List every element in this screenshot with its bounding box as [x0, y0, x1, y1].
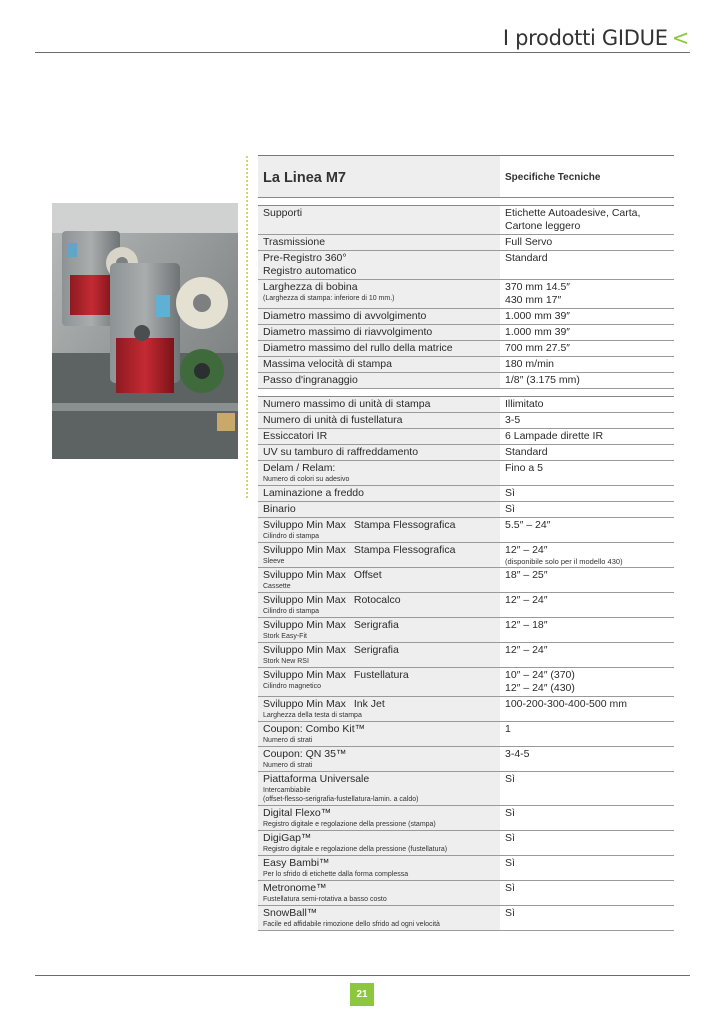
spec-value-cell	[500, 697, 674, 721]
spec-label-cell	[258, 502, 500, 517]
header-divider	[35, 52, 690, 53]
spec-label-line	[263, 358, 500, 371]
spec-label: Coupon: QN 35™	[263, 748, 347, 760]
spec-label-cell	[258, 357, 500, 372]
spec-value-cell	[500, 280, 674, 308]
spec-label-line	[263, 503, 500, 516]
spec-label-note: Stork Easy-Fit	[263, 633, 307, 640]
dotted-divider	[246, 156, 248, 498]
spec-row	[258, 618, 674, 643]
spec-value-cell	[500, 518, 674, 542]
spec-value-cell	[500, 235, 674, 250]
spec-label-line	[263, 207, 500, 220]
spec-row	[258, 568, 674, 593]
spec-label-cell	[258, 643, 500, 667]
spec-label-line	[263, 723, 500, 736]
spec-value: 3-4-5	[505, 748, 530, 760]
spec-value: 1/8″ (3.175 mm)	[505, 374, 580, 386]
spec-label: UV su tamburo di raffreddamento	[263, 446, 419, 458]
spec-label-cell	[258, 461, 500, 485]
spec-label: Diametro massimo di riavvolgimento	[263, 326, 433, 338]
spec-label: Sviluppo Min Max	[263, 569, 346, 581]
spec-value-cell	[500, 461, 674, 485]
spec-label: Sviluppo Min Max	[263, 644, 346, 656]
spec-label-cell	[258, 429, 500, 444]
spec-value: Sì	[505, 773, 515, 785]
spec-value-cell	[500, 618, 674, 642]
spec-group-1	[258, 206, 674, 389]
spec-label-note: Intercambiabile	[263, 787, 311, 794]
spec-value: 1	[505, 723, 511, 735]
product-line-title: La Linea M7	[263, 170, 346, 186]
spec-label-line	[263, 807, 500, 820]
spec-value-cell	[500, 722, 674, 746]
spec-label-line	[263, 619, 500, 632]
spec-value-cell	[500, 806, 674, 830]
spec-group-2	[258, 397, 674, 931]
spec-row	[258, 341, 674, 357]
spec-label-cell	[258, 856, 500, 880]
spec-label-line	[263, 326, 500, 339]
spec-label-cell	[258, 518, 500, 542]
spec-row	[258, 906, 674, 931]
spec-value: 700 mm 27.5″	[505, 342, 570, 354]
spec-row	[258, 486, 674, 502]
specs-heading: Specifiche Tecniche	[500, 156, 674, 197]
spec-label-line	[263, 669, 500, 682]
spec-label-cell	[258, 668, 500, 696]
spec-label-note: Sleeve	[263, 558, 285, 565]
spec-label-line	[263, 430, 500, 443]
spec-row	[258, 397, 674, 413]
spec-label-cell	[258, 309, 500, 324]
spec-row	[258, 445, 674, 461]
spec-label: DigiGap™	[263, 832, 312, 844]
spec-label: Sviluppo Min Max	[263, 698, 346, 710]
spec-label-line	[263, 414, 500, 427]
spec-label: Easy Bambi™	[263, 857, 330, 869]
spec-row	[258, 413, 674, 429]
spec-value-cell	[500, 568, 674, 592]
spec-label-line	[263, 698, 500, 711]
spec-value-cell	[500, 206, 674, 234]
spec-value: Sì	[505, 882, 515, 894]
spec-label: Sviluppo Min Max	[263, 544, 346, 556]
header-title-text: I prodotti GIDUE	[502, 26, 668, 50]
spec-label-line	[263, 569, 500, 582]
spec-value: Sì	[505, 832, 515, 844]
spec-value: 6 Lampade dirette IR	[505, 430, 604, 442]
spec-value-cell	[500, 445, 674, 460]
spec-row	[258, 806, 674, 831]
spec-label-cell	[258, 806, 500, 830]
spec-label-note: Stork New RSI	[263, 658, 309, 665]
spec-value: 12″ – 24″	[505, 644, 548, 656]
spec-label-note: Larghezza della testa di stampa	[263, 712, 362, 719]
printing-press-photo	[52, 203, 238, 459]
spec-label: Laminazione a freddo	[263, 487, 364, 499]
spec-label-cell	[258, 280, 500, 308]
footer-divider	[35, 975, 690, 976]
spec-label-line	[263, 236, 500, 249]
spec-value-cell	[500, 325, 674, 340]
spec-value: 12″ – 24″	[505, 544, 548, 556]
spec-row	[258, 373, 674, 389]
spec-label-line	[263, 773, 500, 786]
spec-label-line	[263, 252, 500, 265]
spec-label-cell	[258, 881, 500, 905]
spec-label: Metronome™	[263, 882, 327, 894]
spec-row	[258, 235, 674, 251]
spec-label: Numero di unità di fustellatura	[263, 414, 403, 426]
spec-label-cell	[258, 772, 500, 805]
spec-value-cell	[500, 906, 674, 930]
spec-row	[258, 357, 674, 373]
spec-label-method: Serigrafia	[353, 619, 399, 631]
spec-label-cell	[258, 445, 500, 460]
spec-value: 12″ – 24″	[505, 594, 548, 606]
spec-value: Fino a 5	[505, 462, 543, 474]
spec-row	[258, 280, 674, 309]
spec-value-cell	[500, 668, 674, 696]
spec-value: 1.000 mm 39″	[505, 326, 570, 338]
spec-label-cell	[258, 486, 500, 501]
spec-row	[258, 722, 674, 747]
spec-label-method: Ink Jet	[353, 698, 385, 710]
spec-label: Massima velocità di stampa	[263, 358, 392, 370]
spec-value: Standard	[505, 252, 548, 264]
spec-label-line	[263, 832, 500, 845]
spec-row	[258, 543, 674, 568]
spec-value: 3-5	[505, 414, 521, 426]
spec-value: Sì	[505, 487, 515, 499]
spec-value: Sì	[505, 503, 515, 515]
spec-row	[258, 429, 674, 445]
spec-label-line	[263, 310, 500, 323]
spec-label-cell	[258, 413, 500, 428]
spec-label: Trasmissione	[263, 236, 326, 248]
spec-label-note: Numero di strati	[263, 762, 313, 769]
spec-label-line	[263, 857, 500, 870]
spec-label-line	[263, 882, 500, 895]
spec-label-line	[263, 374, 500, 387]
press-machine-illustration	[52, 203, 238, 459]
spec-value: 12″ – 18″	[505, 619, 548, 631]
spec-value-cell	[500, 856, 674, 880]
spec-label-method: Stampa Flessografica	[353, 519, 456, 531]
spec-row	[258, 206, 674, 235]
spec-table	[258, 155, 674, 931]
spec-label-line	[263, 544, 500, 557]
spec-value-cell	[500, 881, 674, 905]
spec-row	[258, 856, 674, 881]
spec-label-note: Cassette	[263, 583, 291, 590]
spec-label-note: Numero di colori su adesivo	[263, 476, 350, 483]
spec-value-cell	[500, 543, 674, 567]
spec-value-cell	[500, 251, 674, 279]
spec-label-line	[263, 594, 500, 607]
spec-label: Sviluppo Min Max	[263, 519, 346, 531]
spec-value: Standard	[505, 446, 548, 458]
spec-value-cell	[500, 309, 674, 324]
spec-label-note: Facile ed affidabile rimozione dello sfrido ad ogni velocità	[263, 921, 440, 928]
spec-label-cell	[258, 747, 500, 771]
spec-label: Numero massimo di unità di stampa	[263, 398, 431, 410]
spec-value: 10″ – 24″ (370)	[505, 669, 575, 681]
spec-value: 370 mm 14.5″	[505, 281, 570, 293]
spec-label-cell	[258, 593, 500, 617]
spec-label-note: Registro digitale e regolazione della pressione (fustellatura)	[263, 846, 448, 853]
spec-label: Delam / Relam:	[263, 462, 336, 474]
spec-label-cell	[258, 341, 500, 356]
spec-label-cell	[258, 373, 500, 388]
spec-row	[258, 772, 674, 806]
spec-label-line	[263, 281, 500, 294]
spec-row	[258, 309, 674, 325]
spec-value-line2: 12″ – 24″ (430)	[505, 682, 575, 694]
spec-label-cell	[258, 206, 500, 234]
spec-value: 18″ – 25″	[505, 569, 548, 581]
spec-row	[258, 593, 674, 618]
spec-label: Supporti	[263, 207, 303, 219]
spec-value: 1.000 mm 39″	[505, 310, 570, 322]
spec-row	[258, 461, 674, 486]
spec-label: Digital Flexo™	[263, 807, 332, 819]
spec-label: Piattaforma Universale	[263, 773, 370, 785]
spec-label-note: Numero di strati	[263, 737, 313, 744]
spec-label-line	[263, 342, 500, 355]
spec-label-line	[263, 644, 500, 657]
spec-value-note: (disponibile solo per il modello 430)	[505, 557, 623, 566]
spec-label-cell	[258, 568, 500, 592]
spec-label: Diametro massimo di avvolgimento	[263, 310, 427, 322]
spec-value-line2: 430 mm 17″	[505, 294, 562, 306]
spec-value-cell	[500, 831, 674, 855]
spec-value: Sì	[505, 857, 515, 869]
spec-row	[258, 251, 674, 280]
spec-label-cell	[258, 325, 500, 340]
spec-label-line	[263, 748, 500, 761]
spec-row	[258, 747, 674, 772]
spec-label-note: (offset-flesso-serigrafia-fustellatura-lamin. a caldo)	[263, 796, 419, 803]
spec-value-cell	[500, 643, 674, 667]
spec-label-cell	[258, 618, 500, 642]
spec-value-cell	[500, 429, 674, 444]
table-spacer	[258, 198, 674, 206]
spec-row	[258, 881, 674, 906]
spec-label: Binario	[263, 503, 296, 515]
spec-label: Sviluppo Min Max	[263, 619, 346, 631]
spec-value-cell	[500, 373, 674, 388]
spec-label-line2: Registro automatico	[263, 265, 357, 277]
spec-label-note: (Larghezza di stampa: inferiore di 10 mm.)	[263, 295, 395, 302]
spec-value-cell	[500, 397, 674, 412]
spec-label-method: Fustellatura	[353, 669, 409, 681]
spec-label-line	[263, 446, 500, 459]
spec-value-cell	[500, 747, 674, 771]
spec-label-cell	[258, 397, 500, 412]
spec-value: 180 m/min	[505, 358, 555, 370]
spec-label: Passo d'ingranaggio	[263, 374, 358, 386]
spec-value-cell	[500, 413, 674, 428]
spec-value: Etichette Autoadesive, Carta,	[505, 207, 641, 219]
spec-label-cell	[258, 831, 500, 855]
spec-label-line	[263, 398, 500, 411]
spec-value-cell	[500, 502, 674, 517]
spec-label-note: Registro digitale e regolazione della pressione (stampa)	[263, 821, 436, 828]
spec-label-cell	[258, 906, 500, 930]
spec-value-cell	[500, 486, 674, 501]
spec-value: Sì	[505, 807, 515, 819]
spec-label-note: Cilindro magnetico	[263, 683, 321, 690]
spec-value-line2: Cartone leggero	[505, 220, 581, 232]
spec-label: SnowBall™	[263, 907, 318, 919]
spec-row	[258, 502, 674, 518]
spec-label-method: Offset	[353, 569, 382, 581]
chevron-left-icon: <	[671, 26, 689, 50]
spec-value-cell	[500, 341, 674, 356]
spec-row	[258, 325, 674, 341]
spec-label-method: Stampa Flessografica	[353, 544, 456, 556]
page-header-title	[503, 26, 689, 50]
page-number-badge: 21	[350, 983, 374, 1006]
spec-label-cell	[258, 543, 500, 567]
spec-row	[258, 518, 674, 543]
spec-value: Full Servo	[505, 236, 553, 248]
spec-label: Larghezza di bobina	[263, 281, 358, 293]
spec-label: Sviluppo Min Max	[263, 594, 346, 606]
spec-label-method: Rotocalco	[353, 594, 401, 606]
spec-value: Sì	[505, 907, 515, 919]
spec-label-line	[263, 907, 500, 920]
spec-label-line	[263, 487, 500, 500]
spec-label-note: Per lo sfrido di etichette dalla forma complessa	[263, 871, 409, 878]
spec-row	[258, 643, 674, 668]
spec-label-note: Cilindro di stampa	[263, 608, 320, 615]
spec-label: Essiccatori IR	[263, 430, 328, 442]
spec-label: Pre-Registro 360°	[263, 252, 347, 264]
spec-row	[258, 697, 674, 722]
spec-value-cell	[500, 357, 674, 372]
spec-value-cell	[500, 772, 674, 805]
spec-row	[258, 831, 674, 856]
spec-table-header	[258, 156, 674, 198]
spec-label-cell	[258, 251, 500, 279]
spec-value-cell	[500, 593, 674, 617]
spec-value: 100-200-300-400-500 mm	[505, 698, 627, 710]
spec-value: Illimitato	[505, 398, 544, 410]
spec-label-line	[263, 462, 500, 475]
table-spacer	[258, 389, 674, 397]
spec-label-line	[263, 519, 500, 532]
spec-row	[258, 668, 674, 697]
spec-label-method: Serigrafia	[353, 644, 399, 656]
spec-label: Diametro massimo del rullo della matrice	[263, 342, 453, 354]
spec-label: Coupon: Combo Kit™	[263, 723, 366, 735]
spec-label-cell	[258, 235, 500, 250]
spec-label-cell	[258, 697, 500, 721]
spec-label: Sviluppo Min Max	[263, 669, 346, 681]
spec-label-note: Cilindro di stampa	[263, 533, 320, 540]
spec-value: 5.5″ – 24″	[505, 519, 551, 531]
spec-label-cell	[258, 722, 500, 746]
spec-label-note: Fustellatura semi-rotativa a basso costo	[263, 896, 387, 903]
